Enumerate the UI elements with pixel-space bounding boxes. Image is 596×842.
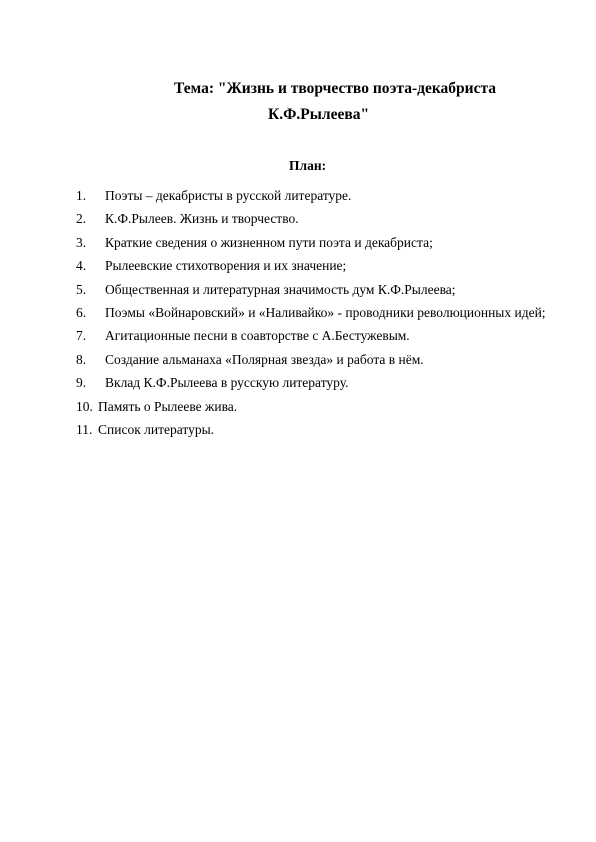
plan-item-text: Создание альманаха «Полярная звезда» и работа в нём.	[105, 351, 424, 367]
plan-item	[76, 231, 552, 254]
plan-item	[76, 301, 552, 324]
plan-item	[76, 254, 552, 277]
plan-item-text: Агитационные песни в соавторстве с А.Бестужевым.	[105, 328, 410, 344]
plan-item-text: К.Ф.Рылеев. Жизнь и творчество.	[105, 211, 299, 227]
plan-item-number: 9.	[76, 375, 87, 391]
plan-item-number: 4.	[76, 258, 87, 274]
plan-item	[76, 348, 552, 371]
plan-item-text: Вклад К.Ф.Рылеева в русскую литературу.	[105, 375, 349, 391]
plan-item-number: 7.	[76, 328, 87, 344]
plan-item-number: 10.	[76, 398, 93, 414]
plan-item	[76, 324, 552, 347]
plan-item-number: 5.	[76, 281, 87, 297]
document-title-line-2: К.Ф.Рылеева"	[268, 106, 370, 123]
plan-item-text: Список литературы.	[98, 422, 215, 438]
plan-item-number: 8.	[76, 351, 87, 367]
plan-item-text: Память о Рылееве жива.	[98, 398, 238, 414]
plan-item-number: 11.	[76, 422, 93, 438]
plan-item-number: 2.	[76, 211, 87, 227]
plan-item-text: Поэмы «Войнаровский» и «Наливайко» - проводники революционных идей;	[105, 305, 546, 321]
plan-item-text: Поэты – декабристы в русской литературе.	[105, 188, 352, 203]
plan-item	[76, 207, 552, 230]
plan-item-text: Рылеевские стихотворения и их значение;	[105, 258, 347, 274]
plan-item-number: 1.	[76, 188, 87, 203]
plan-item-number: 3.	[76, 234, 87, 250]
plan-list	[76, 184, 552, 441]
plan-item-text: Краткие сведения о жизненном пути поэта и декабриста;	[105, 234, 433, 250]
plan-item	[76, 395, 552, 418]
plan-item	[76, 184, 552, 207]
plan-item	[76, 371, 552, 394]
document-title-line-1: Тема: "Жизнь и творчество поэта-декабриста	[174, 80, 497, 97]
plan-item-number: 6.	[76, 305, 87, 321]
plan-item	[76, 418, 552, 441]
plan-item	[76, 278, 552, 301]
plan-heading: План:	[289, 158, 327, 173]
plan-item-text: Общественная и литературная значимость дум К.Ф.Рылеева;	[105, 281, 456, 297]
